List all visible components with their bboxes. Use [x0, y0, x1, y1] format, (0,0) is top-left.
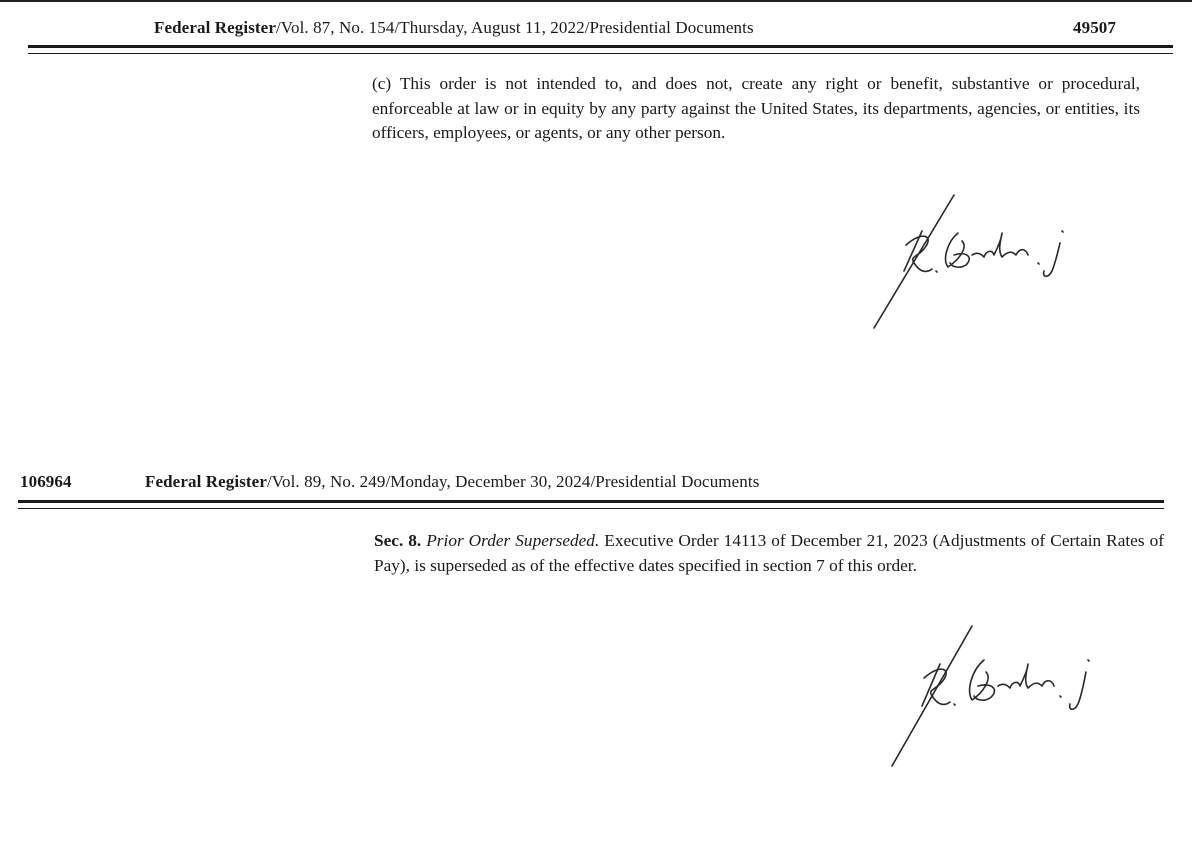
page1-paragraph-c [372, 72, 1140, 146]
page2-signature [880, 620, 1110, 770]
page2-section-8 [374, 529, 1164, 578]
page1-header-rule-thick [28, 45, 1173, 48]
page2-page-number-text: 106964 [20, 472, 72, 491]
page2-journal-name: Federal Register [145, 472, 267, 491]
page1-header [154, 18, 754, 38]
page-top-border [0, 0, 1192, 2]
page2-header-details: /Vol. 89, No. 249/Monday, December 30, 2024/Presidential Documents [266, 472, 760, 491]
page2-header-rule-thin [18, 508, 1164, 509]
page1-paragraph-text: (c) This order is not intended to, and does not, create any right or benefit, substantive or procedural, enforceable at law or in equity by any party against the United States, its departments, agencies, or entities, its officers, employees, or agents, or any other person. [372, 74, 1140, 142]
section-body: Executive Order 14113 of December 21, 2023 (Adjustments of Certain Rates of Pay), is superseded as of the effective dates specified in section 7 of this order. [374, 531, 1164, 575]
page1-signature [862, 185, 1092, 335]
page1-page-number-text: 49507 [1073, 18, 1116, 37]
section-title: Prior Order Superseded. [426, 531, 600, 550]
page2-page-number [20, 472, 72, 492]
page2-header-rule-thick [18, 500, 1164, 503]
page1-header-rule-thin [28, 53, 1173, 54]
page1-header-details: /Vol. 87, No. 154/Thursday, August 11, 2022/Presidential Documents [275, 18, 754, 37]
page1-page-number [1073, 18, 1116, 38]
section-label: Sec. 8. [374, 531, 422, 550]
page1-journal-name: Federal Register [154, 18, 276, 37]
page2-header [145, 472, 759, 492]
